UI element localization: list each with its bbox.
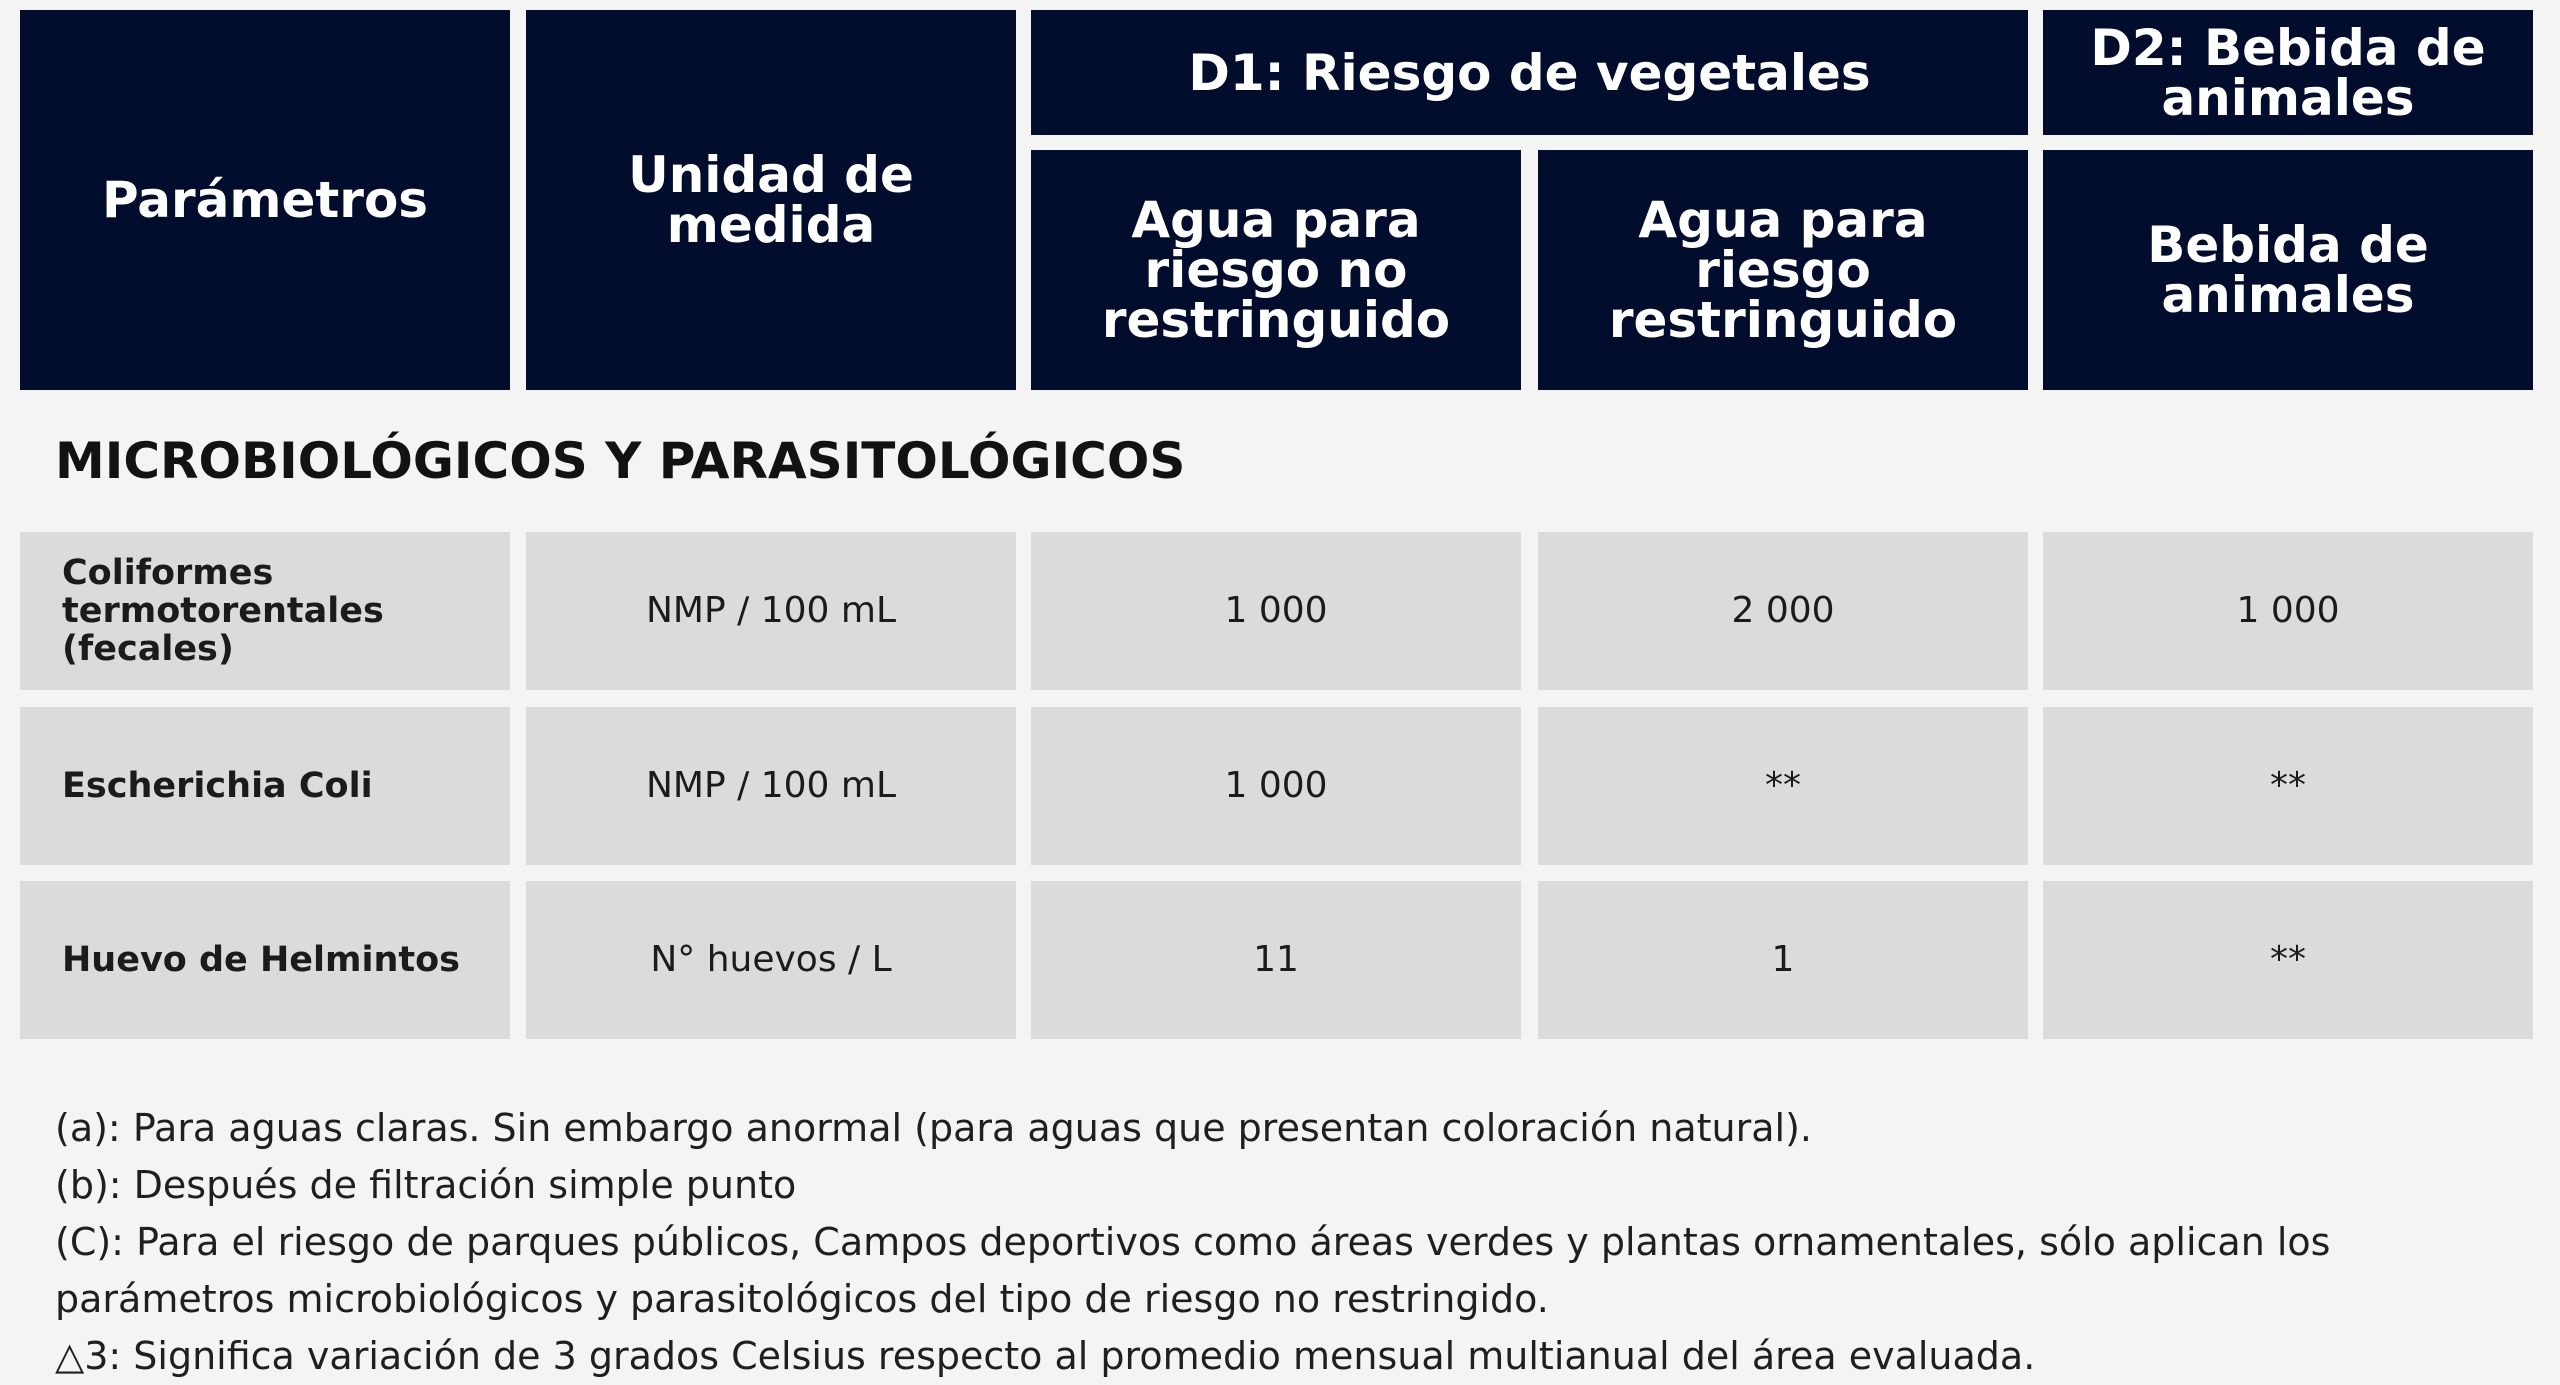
cell-unidad: NMP / 100 mL — [526, 532, 1016, 690]
cell-parametro: Huevo de Helmintos — [20, 881, 510, 1039]
footnote-delta3: △3: Significa variación de 3 grados Celsius respecto al promedio mensual multianual del área evaluada. — [55, 1334, 2036, 1378]
cell-parametro: Coliformes termotorentales (fecales) — [20, 532, 510, 690]
footnote-c: (C): Para el riesgo de parques públicos, Campos deportivos como áreas verdes y plantas ornamentales, sólo aplican los parámetros microbiológicos y parasitológicos del tipo de riesgo no restringido. — [55, 1220, 2331, 1321]
cell-restringido: ** — [1538, 707, 2028, 865]
header-agua-riesgo-restringuido: Agua para riesgo restringuido — [1538, 150, 2028, 390]
section-title: MICROBIOLÓGICOS Y PARASITOLÓGICOS — [55, 432, 1186, 490]
cell-bebida: ** — [2043, 881, 2533, 1039]
cell-bebida: ** — [2043, 707, 2533, 865]
header-parametros: Parámetros — [20, 10, 510, 390]
cell-no-restringido: 1 000 — [1031, 532, 1521, 690]
cell-unidad: NMP / 100 mL — [526, 707, 1016, 865]
header-unidad-de-medida: Unidad de medida — [526, 10, 1016, 390]
header-bebida-de-animales: Bebida de animales — [2043, 150, 2533, 390]
footnote-a: (a): Para aguas claras. Sin embargo anormal (para aguas que presentan coloración natural). — [55, 1106, 1812, 1150]
footnote-b: (b): Después de filtración simple punto — [55, 1163, 797, 1207]
cell-bebida: 1 000 — [2043, 532, 2533, 690]
cell-parametro: Escherichia Coli — [20, 707, 510, 865]
footnotes — [55, 1100, 2535, 1385]
cell-unidad: N° huevos / L — [526, 881, 1016, 1039]
cell-restringido: 1 — [1538, 881, 2028, 1039]
header-d1-riesgo-de-vegetales: D1: Riesgo de vegetales — [1031, 10, 2028, 135]
header-agua-riesgo-no-restringuido: Agua para riesgo no restringuido — [1031, 150, 1521, 390]
cell-no-restringido: 1 000 — [1031, 707, 1521, 865]
header-d2-bebida-de-animales: D2: Bebida de animales — [2043, 10, 2533, 135]
cell-restringido: 2 000 — [1538, 532, 2028, 690]
cell-no-restringido: 11 — [1031, 881, 1521, 1039]
